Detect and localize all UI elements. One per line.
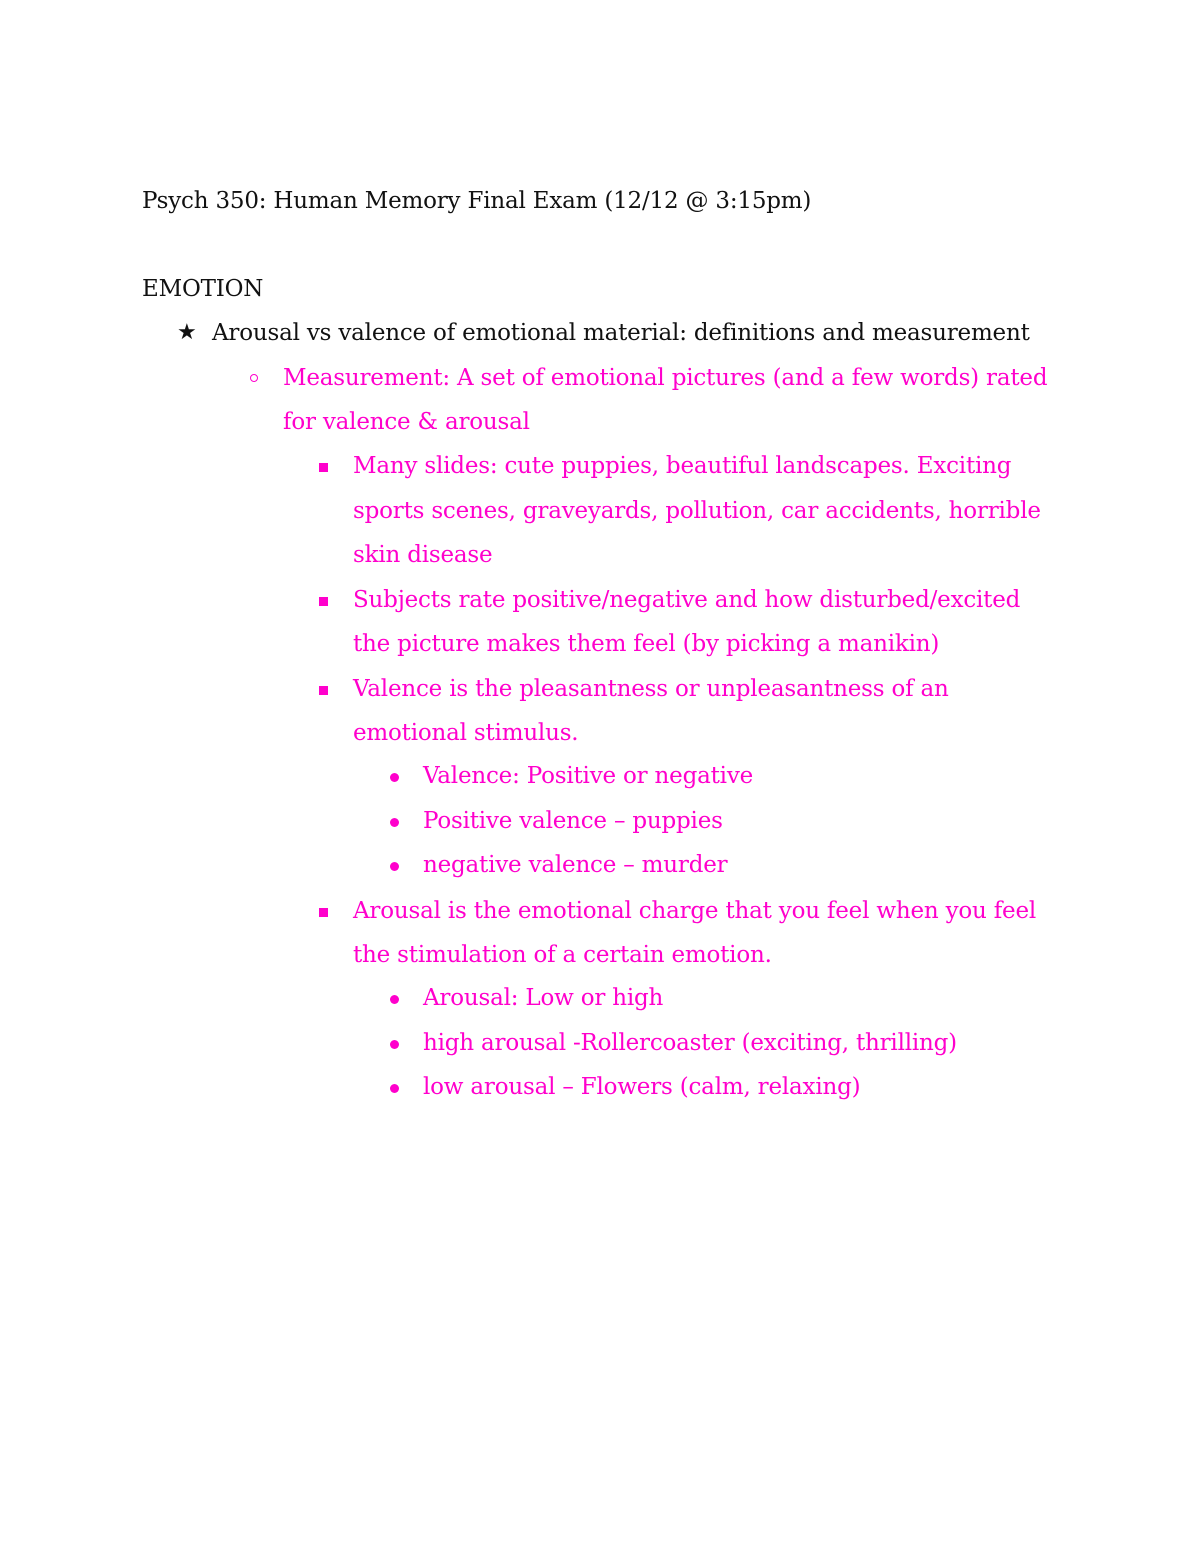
square-bullet-icon — [319, 463, 328, 472]
measurement-line-1: Measurement: A set of emotional pictures (and a few words) rated — [283, 365, 1048, 391]
slides-line-2: sports scenes, graveyards, pollution, car accidents, horrible — [353, 498, 1041, 524]
valence-line-1: Valence is the pleasantness or unpleasantness of an — [353, 676, 949, 702]
dot-bullet-icon — [390, 862, 399, 871]
dot-bullet-icon — [390, 818, 399, 827]
arousal-line-1: Arousal is the emotional charge that you feel when you feel — [353, 898, 1037, 924]
topic-line: Arousal vs valence of emotional material: definitions and measurement — [212, 320, 1030, 346]
subjects-line-2: the picture makes them feel (by picking a manikin) — [353, 631, 940, 657]
valence-line-2: emotional stimulus. — [353, 720, 579, 746]
slides-line-3: skin disease — [353, 542, 493, 568]
dot-bullet-icon — [390, 1040, 399, 1049]
section-heading: EMOTION — [142, 276, 264, 302]
arousal-item: Arousal: Low or high — [423, 985, 664, 1011]
star-bullet-icon: ★ — [177, 320, 197, 345]
square-bullet-icon — [319, 908, 328, 917]
square-bullet-icon — [319, 686, 328, 695]
valence-item: Positive valence – puppies — [423, 808, 723, 834]
valence-item: Valence: Positive or negative — [423, 763, 754, 789]
arousal-line-2: the stimulation of a certain emotion. — [353, 942, 772, 968]
dot-bullet-icon — [390, 995, 399, 1004]
slides-line-1: Many slides: cute puppies, beautiful landscapes. Exciting — [353, 453, 1012, 479]
arousal-item: low arousal – Flowers (calm, relaxing) — [423, 1074, 861, 1100]
subjects-line-1: Subjects rate positive/negative and how disturbed/excited — [353, 587, 1021, 613]
arousal-item: high arousal -Rollercoaster (exciting, thrilling) — [423, 1030, 957, 1056]
hollow-circle-bullet-icon — [250, 374, 258, 382]
square-bullet-icon — [319, 597, 328, 606]
measurement-line-2: for valence & arousal — [283, 409, 530, 435]
dot-bullet-icon — [390, 1084, 399, 1093]
valence-item: negative valence – murder — [423, 852, 728, 878]
dot-bullet-icon — [390, 773, 399, 782]
document-title: Psych 350: Human Memory Final Exam (12/12 @ 3:15pm) — [142, 188, 812, 214]
